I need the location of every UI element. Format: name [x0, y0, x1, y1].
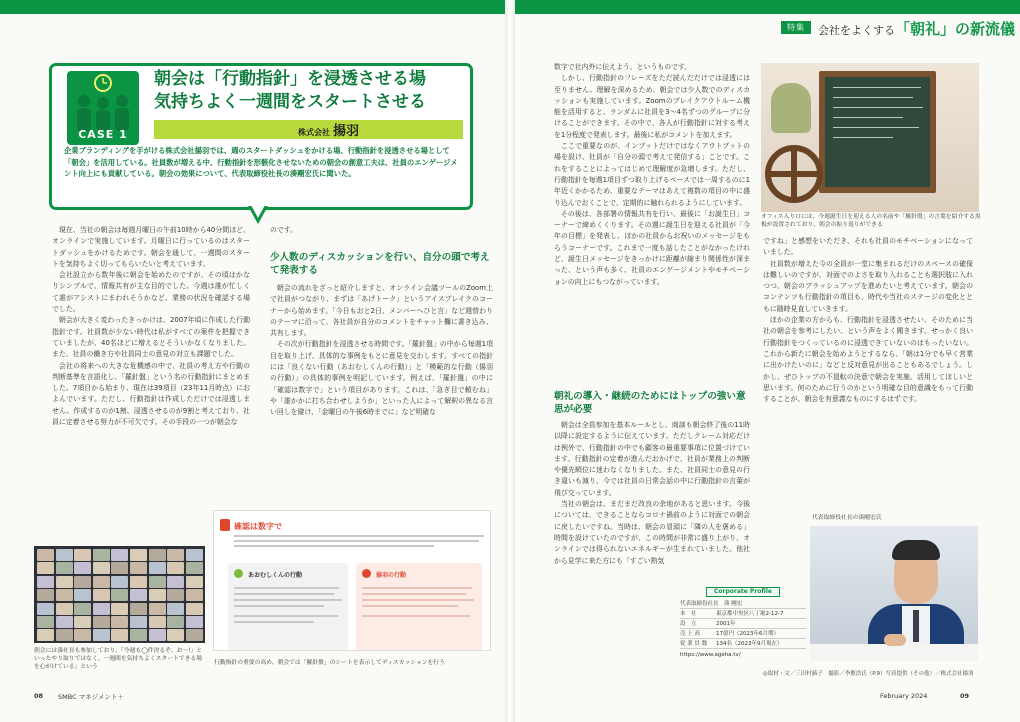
case-label: CASE 1: [78, 128, 128, 141]
sheet-text-line: [362, 615, 470, 617]
video-participant-tile: [111, 589, 128, 601]
body-paragraph: 当社の朝会は、まだまだ改良の余地があると思います。今後については、できることならコロナ禍前のように対面での朝会に戻したいですね。当時は、朝会の冒頭に「隣の人を褒める」時間を設けていたのですが、この時間が非常に盛り上がり、オンラインでは得られないエネルギーが生まれていました。他社から見学に来た方にも「すごい熱気: [554, 500, 750, 565]
article-headline: [154, 68, 474, 114]
video-participant-tile: [74, 629, 91, 641]
sheet-text-line: [362, 587, 472, 589]
video-participant-tile: [37, 603, 54, 615]
video-participant-tile: [111, 562, 128, 574]
body-paragraph: その次が行動指針を浸透させる時間です。「羅針盤」の中から毎週1項目を取り上げ、具体的な事例をもとに意見を交わします。すべての指針には「良くない行動（あおむしくんの行動）」と「模範的な行動（揚羽の行動）」の具体的事例を明記しています。例えば、「羅針盤」の中に「確認は数字で」という項目があります。これは、「急ぎ目で頼むね」や「誰かかに打ち合わせしようか」といった人によって解釈の異なる言い回しを避け、「金曜日の午後6時までに」など明確な: [270, 340, 493, 417]
body-column-2: [270, 283, 493, 504]
case-box-tail-inner: [251, 205, 265, 218]
profile-value: 東京都中央区八丁堀2-12-7: [716, 611, 784, 617]
good-behavior-label: 揚羽の行動: [376, 572, 407, 579]
profile-value: 17億円（2023年6月期）: [716, 631, 779, 637]
profile-value: 湊 剛宏: [724, 601, 743, 607]
blackboard-photo: [761, 63, 979, 212]
photo-credit: ◎取材・文／三田村蕗子 撮影／李應浩氏（P.9）写真提供（その他）／株式会社揚羽: [763, 671, 974, 677]
profile-title: Corporate Profile: [706, 587, 780, 597]
video-participant-tile: [149, 576, 166, 588]
video-participant-tile: [130, 562, 147, 574]
profile-key: 売 上 高: [680, 631, 700, 637]
corporate-profile: [680, 587, 806, 663]
video-participant-tile: [167, 549, 184, 561]
lead-paragraph: 企業ブランディングを手がける株式会社揚羽では、週のスタートダッシュをかける場、行動指針を浸透させる場として「朝会」を活用している。社員数が増える中、行動指針を形骸化させないための朝会の創意工夫は、社員のエンゲージメント向上にも貢献している。朝会の効果について、代表取締役社長の湊剛宏氏に聞いた。: [64, 146, 458, 178]
body-paragraph: その後は、各部署の情報共有を行い、最後に「お誕生日」コーナーで締めくくります。その週に誕生日を迎える社員が「今年の目標」を発表し、ほかの社員からお祝いのメッセージをもらうコーナーです。これまで一度も話したことがなかったけれど、誕生日メッセージをきっかけに距離が縮まり関係性が深まった、という声も多く、社員のエンゲージメントやモチベーションの向上にもつながっています。: [554, 209, 750, 286]
video-participant-tile: [186, 589, 203, 601]
body-paragraph: 朝会は全員参加を基本ルールとし、商談も朝会終了後の11時以降に設定するように伝えています。ただしクレーム対応だけは例外で、行動指針の中でも顧客の最重要事項に位置づけています。行動指針の定着が進んだおかげで、社員が業務上の判断や優先順位に迷わなくなりました。また、社員同士の意見の行き違いも減り、今では社員の日常会話の中に行動指針の言葉が飛び交っています。: [554, 421, 750, 497]
video-participant-tile: [130, 629, 147, 641]
page-number-right: 09: [960, 692, 970, 700]
profile-key: 代表取締役社長: [680, 601, 719, 607]
video-participant-tile: [37, 589, 54, 601]
body-paragraph: 現在、当社の朝会は毎週月曜日の午前10時から40分間ほど、オンラインで実施しています。月曜日に行っているのはスタートダッシュをかけるためです。朝会を通して、一週間のスタートを気持ちよく切ってもらいたいと考えています。: [52, 226, 250, 268]
video-participant-tile: [186, 616, 203, 628]
body-paragraph: 社員数が増えた今の全員が一堂に集まれるだけのスペースの確保は難しいのですが、対面でのよさを取り入れることも選択肢に入れつつ、朝会のブラッシュアップを進めたいと考えています。朝会のコンテンツも行動指針の項目も、時代や当社のステージの変化とともに随時見直していきます。: [763, 259, 973, 313]
sheet-text-line: [362, 599, 474, 601]
body-column-3: [554, 62, 750, 383]
section-subhead-1: 少人数のディスカッションを行い、自分の頭で考えて発表する: [270, 252, 490, 276]
sheet-text-line: [234, 593, 334, 595]
video-participant-tile: [149, 562, 166, 574]
sheet-text-line: [234, 615, 338, 617]
body-column-4: [763, 236, 973, 496]
sheet-text-line: [362, 593, 466, 595]
video-participant-tile: [56, 616, 73, 628]
video-participant-tile: [93, 616, 110, 628]
blackboard-caption: オフィス入り口には、今週誕生日を迎える人の名前や「羅針盤」の言葉を紹介する黒板が設置されており、朝会の振り返りができる: [761, 214, 981, 228]
video-participant-tile: [111, 629, 128, 641]
video-participant-tile: [56, 629, 73, 641]
video-participant-tile: [186, 629, 203, 641]
sheet-text-line: [234, 545, 434, 547]
body-paragraph: ほかの企業の方からも、行動指針を浸透させたい、そのために当社の朝会を参考にしたい、という声をよく聞きます。せっかく良い行動指針をつくっているのに浸透できていないのはもったいない。これから新たに朝会を始めようとするなら、「朝は1分でも早く営業に出かけたいのに」などと反対意見が出ることもあるでしょう。しかし、ぜひトップの不退転の決意で朝会を実施、活用してほしいと思います。何のために行うのかという明確な目的意識をもって行動することが、朝会を有意義なものにするはずです。: [763, 316, 973, 404]
profile-key: 従 業 員 数: [680, 641, 708, 647]
case-icon: [67, 71, 139, 145]
necktie: [913, 610, 919, 642]
video-participant-tile: [37, 549, 54, 561]
feature-title: [818, 18, 1015, 39]
plant-decoration: [771, 83, 811, 133]
video-participant-tile: [167, 629, 184, 641]
bad-behavior-panel: [228, 563, 348, 651]
video-participant-tile: [111, 549, 128, 561]
video-participant-tile: [130, 603, 147, 615]
video-participant-tile: [93, 603, 110, 615]
video-participant-tile: [111, 576, 128, 588]
headline-line-2: 気持ちよく一週間をスタートさせる: [154, 92, 426, 112]
video-participant-tile: [93, 629, 110, 641]
company-name: [298, 120, 359, 139]
section-subhead-2: 朝礼の導入・継続のためにはトップの強い意思が必要: [554, 391, 746, 415]
video-participant-tile: [74, 616, 91, 628]
feature-title-emphasis: 「朝礼」: [895, 20, 956, 38]
body-paragraph: ここで重要なのが、インプットだけではなくアウトプットの場を設け、社員が「自分の頭で考えて発信する」ことです。これをすることによってはじめて理解度が急増します。ただし、行動指針を毎週1項目ずつ取り上げるペースでは一周するのに1年近くかかるため、重要なテーマはあえて複数の項目の中に盛り込んでおくことで、定期的に触れられるようにしています。: [554, 142, 750, 207]
video-participant-tile: [130, 589, 147, 601]
video-participant-tile: [149, 629, 166, 641]
magazine-name: SMBC マネジメント＋: [58, 693, 124, 701]
video-participant-tile: [37, 629, 54, 641]
video-participant-tile: [56, 562, 73, 574]
video-participant-tile: [74, 562, 91, 574]
company-prefix: 株式会社: [297, 128, 330, 137]
sheet-text-line: [234, 599, 342, 601]
chalk-line: [833, 97, 913, 98]
video-participant-tile: [186, 603, 203, 615]
video-participant-tile: [56, 549, 73, 561]
top-color-bar-left: [0, 0, 505, 14]
body-paragraph: 数字で社内外に伝えよう、というものです。: [554, 63, 692, 71]
profile-row: [680, 600, 806, 609]
company-bar: [154, 120, 463, 139]
sheet-text-line: [234, 535, 484, 537]
video-participant-tile: [149, 589, 166, 601]
body-paragraph: しかし、行動指針のフレーズをただ読んだだけでは浸透には至りません。理解を深めるため、朝会では少人数でのディスカッションも実施しています。Zoomのブレイクアウトルーム機能を活用すると、ランダムに社員を3〜4名ずつのグループに分けることができます。その中で、各人が行動指針に対する考えを1分程度で発表します。最後に私がコメントを加えます。: [554, 74, 750, 139]
sheet-title: 確認は数字で: [234, 522, 282, 531]
sheet-text-line: [362, 605, 458, 607]
sheet-marker-icon: [220, 519, 230, 531]
headline-line-1: 朝会は「行動指針」を浸透させる場: [154, 69, 426, 89]
video-participant-tile: [186, 549, 203, 561]
sheet-text-line: [234, 587, 339, 589]
chalkboard: [825, 77, 930, 187]
chalk-line: [833, 127, 919, 128]
body-column-2-start: [270, 225, 493, 237]
sheet-text-line: [234, 605, 324, 607]
sheet-text-line: [234, 540, 479, 542]
guideline-sheet-figure: [213, 510, 491, 651]
top-color-bar-right: [515, 0, 1020, 14]
bad-behavior-label: あおむしくんの行動: [248, 572, 303, 579]
body-paragraph: 朝会が大きく変わったきっかけは、2007年頃に作成した行動指針です。社員数が少ない時代は私がすべての案件を把握できていましたが、40名ほどに増えるとそういかなくなりました。また、社員の働き方や社員同士の意見の対立も課題でした。: [52, 316, 250, 359]
video-participant-tile: [167, 603, 184, 615]
video-participant-tile: [93, 549, 110, 561]
chalk-line: [833, 137, 893, 138]
profile-key: 本 社: [680, 611, 697, 617]
video-participant-tile: [167, 576, 184, 588]
butterfly-icon: [362, 569, 371, 578]
caterpillar-icon: [234, 569, 243, 578]
page-gutter: [505, 0, 515, 722]
feature-title-prefix: 会社をよくする: [818, 24, 895, 37]
video-participant-tile: [74, 589, 91, 601]
video-participant-tile: [130, 549, 147, 561]
profile-row: [680, 620, 806, 629]
video-participant-tile: [56, 589, 73, 601]
company-name-text: 揚羽: [332, 124, 359, 139]
profile-url[interactable]: [680, 651, 806, 660]
video-participant-tile: [186, 562, 203, 574]
video-participant-tile: [149, 603, 166, 615]
video-participant-tile: [167, 562, 184, 574]
video-participant-tile: [111, 616, 128, 628]
profile-value: 2001年: [716, 621, 736, 627]
chalk-line: [833, 107, 923, 108]
zoom-photo-caption: 朝会には湊社長も参加しており、「今週も◯件決るぞ、お〜!」といったやり取りではなく、一週間を気持ちよくスタートできる場を心がけている」という: [34, 648, 203, 670]
video-participant-tile: [111, 603, 128, 615]
video-participant-tile: [56, 603, 73, 615]
body-paragraph: 会社の将来への大きな危機感の中で、社員の考え方や行動の判断基準を言語化し、「羅針盤」という名の行動指針にまとめました。7項目から始まり、現在は39項目（23年11月時点）におよんでいます。ただし、行動指針は作成しただけでは浸透しません。作成するのが1割、浸透させるのが9割と考えており、社員に定着させる努力が不可欠です。その手段の一つが朝会な: [52, 361, 250, 427]
profile-key: 設 立: [680, 621, 697, 627]
ceo-photo: [810, 526, 978, 661]
video-participant-tile: [37, 562, 54, 574]
video-participant-tile: [186, 576, 203, 588]
video-participant-tile: [37, 616, 54, 628]
hair: [892, 540, 940, 560]
hand: [884, 634, 906, 646]
ceo-caption: 代表取締役社長の湊剛宏氏: [812, 515, 882, 521]
video-participant-tile: [93, 589, 110, 601]
video-participant-tile: [167, 616, 184, 628]
good-behavior-panel: [356, 563, 482, 651]
video-participant-tile: [149, 549, 166, 561]
page-number-left: 08: [34, 692, 44, 700]
video-participant-tile: [149, 616, 166, 628]
video-participant-tile: [74, 603, 91, 615]
video-participant-tile: [74, 549, 91, 561]
video-participant-tile: [130, 616, 147, 628]
case-box: [49, 63, 473, 210]
body-paragraph: ですね」と感想をいただき、それも社員のモチベーションになっていました。: [763, 237, 973, 257]
video-participant-tile: [93, 562, 110, 574]
chalk-line: [833, 117, 903, 118]
profile-row: [680, 610, 806, 619]
ship-wheel-spoke: [767, 171, 821, 177]
video-participant-tile: [37, 576, 54, 588]
chalk-line: [833, 87, 921, 88]
video-participant-tile: [56, 576, 73, 588]
feature-tag: 特集: [781, 21, 811, 34]
body-paragraph: 朝会の流れをざっと紹介しますと、オンライン会議ツールのZoom上で社員がつながり、まずは「あげトーク」というアイスブレイクのコーナーから始めます。「今日もおと2日、メンバーへひと言」など週替わりのテーマに沿って、各社員が自分のコメントをチャット欄に書き込み、共有します。: [270, 284, 493, 338]
sheet-caption: 行動指針の重要の高め、朝会では「羅針盤」のシートを表示してディスカッションを行う: [214, 660, 446, 666]
video-participant-tile: [93, 576, 110, 588]
video-participant-tile: [130, 576, 147, 588]
clock-people-icon: [67, 71, 139, 131]
sheet-text-line: [234, 621, 314, 623]
profile-row: [680, 630, 806, 639]
profile-row: [680, 640, 806, 649]
profile-value: 134名（2023年9月現在）: [716, 641, 783, 647]
body-paragraph: 会社設立から数年後に朝会を始めたのですが、その頃はかなりシンプルで、情報共有が主な目的でした。今週は誰が忙しくて誰がアシストにまわれそうかなど、業務の状況を確認する場でした。: [52, 271, 250, 314]
feature-title-suffix: の新流儀: [955, 20, 1016, 38]
zoom-meeting-photo: [34, 546, 205, 643]
body-paragraph: のです。: [270, 226, 298, 234]
video-participant-tile: [167, 589, 184, 601]
video-participant-tile: [74, 576, 91, 588]
desk: [810, 644, 978, 661]
issue-date: February 2024: [880, 692, 928, 700]
body-column-1: [52, 225, 250, 526]
profile-value: https://www.ageha.tv/: [680, 652, 741, 658]
